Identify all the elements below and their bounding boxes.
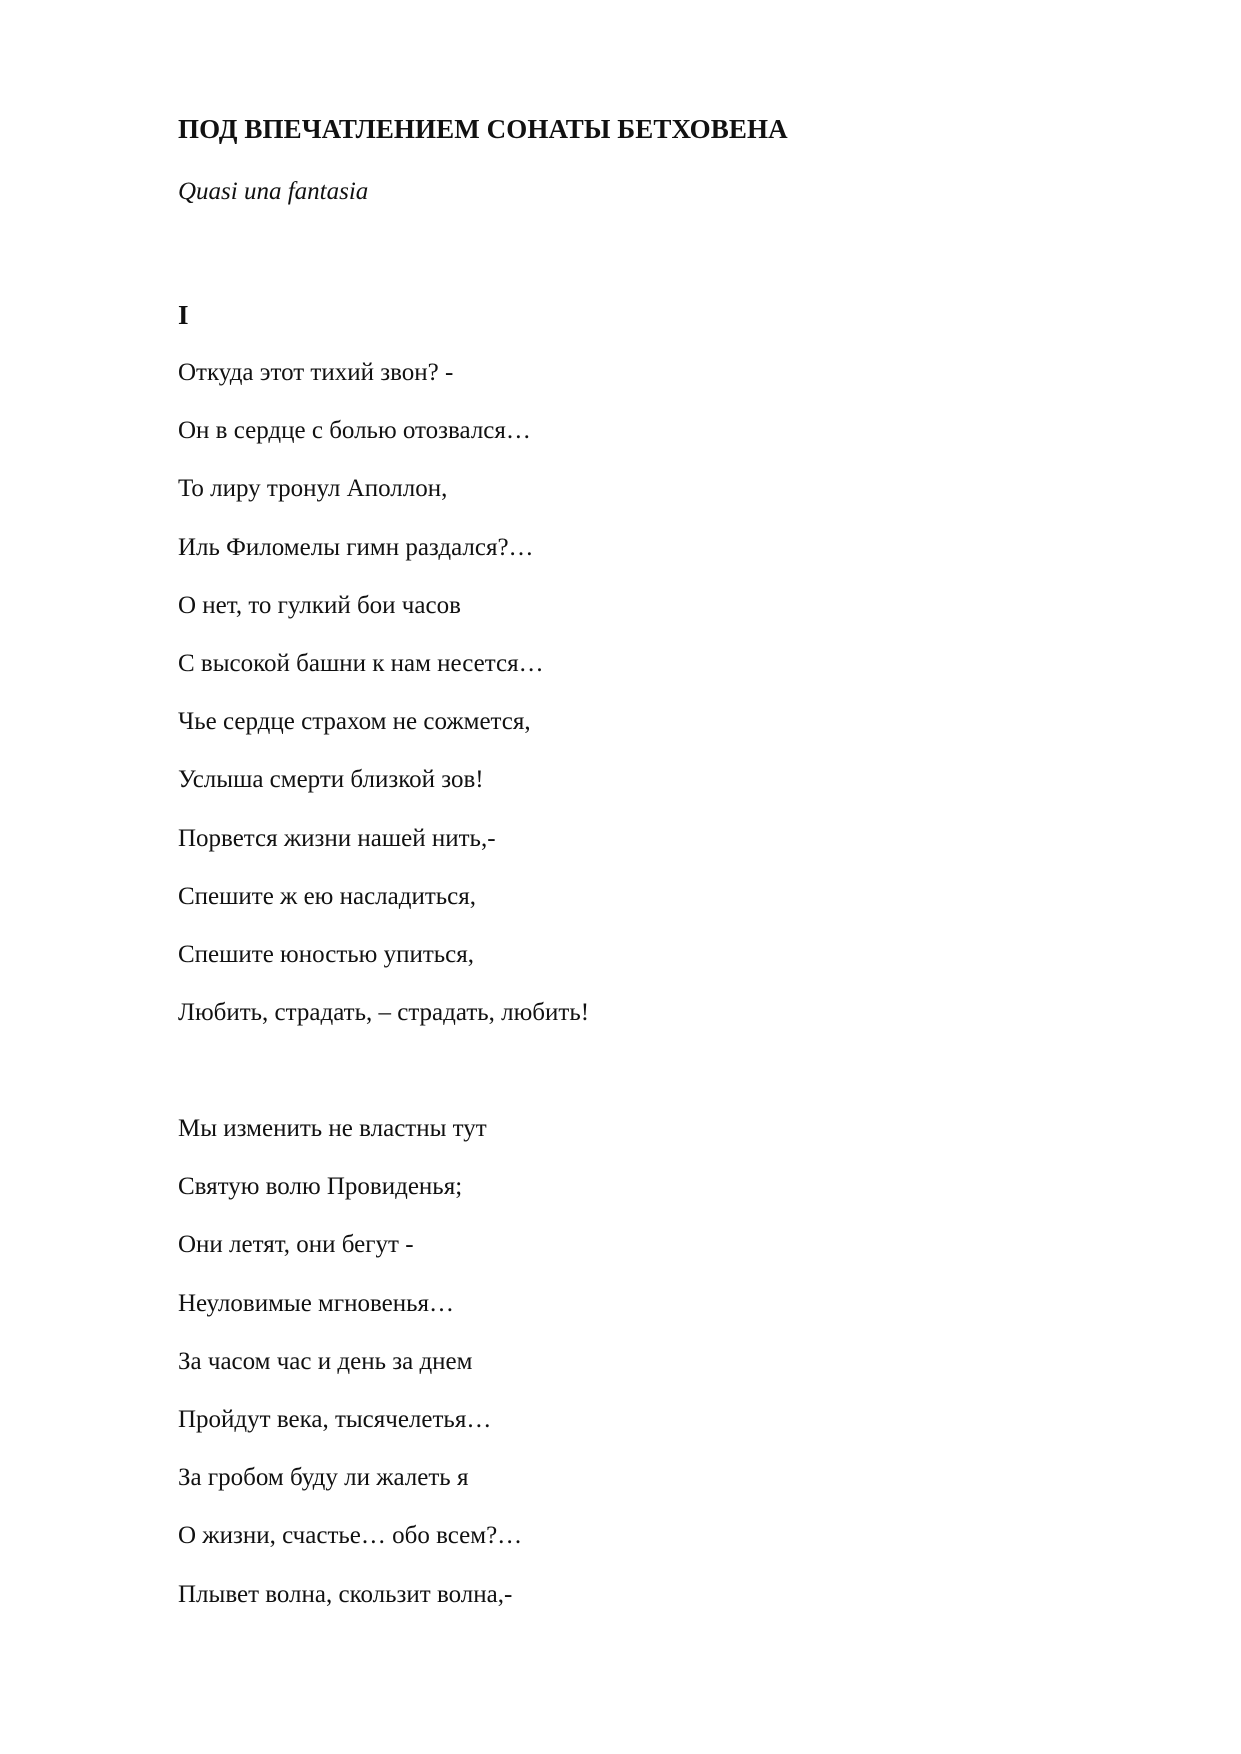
poem-line: Спешите юностью упиться, <box>178 940 475 968</box>
poem-subtitle: Quasi una fantasia <box>178 178 369 205</box>
poem-line: Чье сердце страхом не сожмется, <box>178 708 531 736</box>
poem-line: С высокой башни к нам несется… <box>178 649 544 677</box>
poem-line: О жизни, счастье… обо всем?… <box>178 1522 523 1550</box>
poem-line: Плывет волна, скользит волна,- <box>178 1580 513 1608</box>
poem-line: Мы изменить не властны тут <box>178 1115 487 1142</box>
poem-line: То лиру тронул Аполлон, <box>178 475 448 503</box>
poem-line: Спешите ж ею насладиться, <box>178 882 477 910</box>
poem-line: За часом час и день за днем <box>178 1347 473 1375</box>
poem-line: Иль Филомелы гимн раздался?… <box>178 533 534 561</box>
poem-line: Порвется жизни нашей нить,- <box>178 824 496 852</box>
poem-line: Святую волю Провиденья; <box>178 1173 463 1201</box>
stanza-2 <box>178 1114 522 1638</box>
poem-line: Откуда этот тихий звон? - <box>178 359 454 386</box>
poem-line: Услыша смерти близкой зов! <box>178 766 484 794</box>
stanza-1 <box>178 358 589 1056</box>
section-heading: I <box>178 300 189 330</box>
poem-line: Они летят, они бегут - <box>178 1231 414 1259</box>
poem-line: Любить, страдать, – страдать, любить! <box>178 999 590 1027</box>
poem-line: Неуловимые мгновенья… <box>178 1289 455 1317</box>
poem-line: Пройдут века, тысячелетья… <box>178 1405 492 1433</box>
poem-title: ПОД ВПЕЧАТЛЕНИЕМ СОНАТЫ БЕТХОВЕНА <box>178 114 788 144</box>
poem-line: За гробом буду ли жалеть я <box>178 1464 469 1492</box>
poem-line: О нет, то гулкий бои часов <box>178 591 461 619</box>
poem-line: Он в сердце с болью отозвался… <box>178 417 531 445</box>
